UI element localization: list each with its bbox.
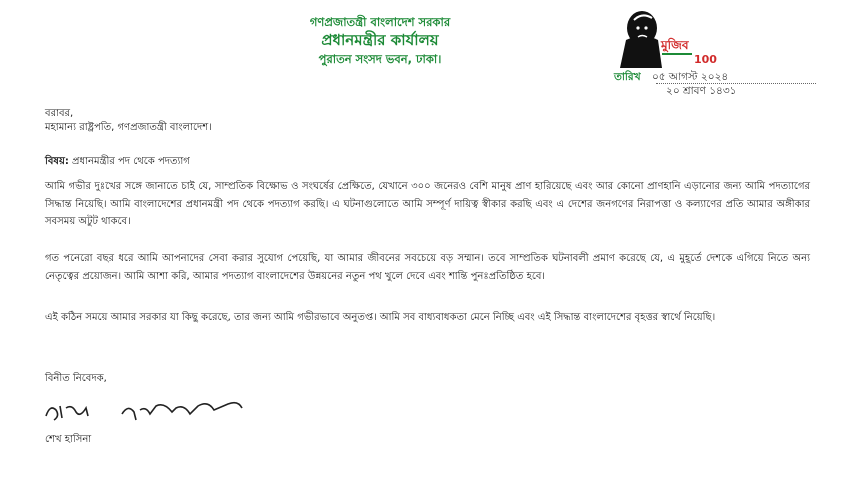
- office-address: পুরাতন সংসদ ভবন, ঢাকা।: [318, 52, 442, 66]
- subject-text: প্রধানমন্ত্রীর পদ থেকে পদত্যাগ: [72, 156, 190, 167]
- govt-name: গণপ্রজাতন্ত্রী বাংলাদেশ সরকার: [309, 15, 451, 29]
- date-block: [614, 70, 736, 98]
- closing: বিনীত নিবেদক,: [45, 373, 107, 384]
- date-label: তারিখ: [614, 71, 641, 83]
- body-paragraph-1: আমি গভীর দুঃখের সঙ্গে জানাতে চাই যে, সাম্প্রতিক বিক্ষোভ ও সংঘর্ষের প্রেক্ষিতে, যেখানে ৩০০ জনেরও বেশি মানুষ প্রাণ হারিয়েছে এবং আর কোনো প্রাণহানি এড়ানোর জন্য আমি পদত্যাগের সিদ্ধান্ত নিয়েছি। আমি বাংলাদেশের প্রধানমন্ত্রী পদ থেকে পদত্যাগ করছি। এ ঘটনাগুলোতে আমি সম্পূর্ণ দায়িত্ব স্বীকার করছি এবং এ দেশের জনগণের নিরাপত্তা ও কল্যাণের প্রতি আমার অঙ্গীকার সবসময় অটুট থাকবে।: [45, 181, 810, 227]
- logo-number: 100: [694, 53, 717, 66]
- recipient-line-1: বরাবর,: [45, 108, 74, 119]
- portrait-silhouette: [620, 11, 662, 68]
- office-name: প্রধানমন্ত্রীর কার্যালয়: [321, 31, 439, 49]
- signature-icon: [42, 396, 252, 436]
- signatory-name: শেখ হাসিনা: [45, 434, 92, 445]
- subject-label: বিষয়:: [45, 156, 69, 167]
- body-paragraph-3: এই কঠিন সময়ে আমার সরকার যা কিছু করেছে, তার জন্য আমি গভীরভাবে অনুতপ্ত। আমি সব বাধ্যবাধকতা মেনে নিচ্ছি এবং এই সিদ্ধান্ত বাংলাদেশের বৃহত্তর স্বার্থে নিয়েছি।: [45, 312, 716, 323]
- letterhead: [230, 14, 530, 67]
- subject: [45, 154, 190, 170]
- date-gregorian: ০৫ আগস্ট ২০২৪: [651, 71, 729, 83]
- logo-text: মুজিব: [661, 38, 689, 52]
- portrait-logo-icon: [612, 6, 724, 68]
- body-paragraph-2: গত পনেরো বছর ধরে আমি আপনাদের সেবা করার সুযোগ পেয়েছি, যা আমার জীবনের সবচেয়ে বড় সম্মান। তবে সাম্প্রতিক ঘটনাবলী প্রমাণ করেছে যে, এ মুহূর্তে দেশকে এগিয়ে নিতে অন্য নেতৃত্বের প্রয়োজন। আমি আশা করি, আমার পদত্যাগ বাংলাদেশের উন্নয়নের নতুন পথ খুলে দেবে এবং শান্তি পুনঃপ্রতিষ্ঠিত হবে।: [45, 253, 810, 282]
- date-bangla: ২০ শ্রাবণ ১৪৩১: [666, 85, 737, 97]
- recipient-line-2: মহামান্য রাষ্ট্রপতি, গণপ্রজাতন্ত্রী বাংলাদেশ।: [45, 122, 212, 133]
